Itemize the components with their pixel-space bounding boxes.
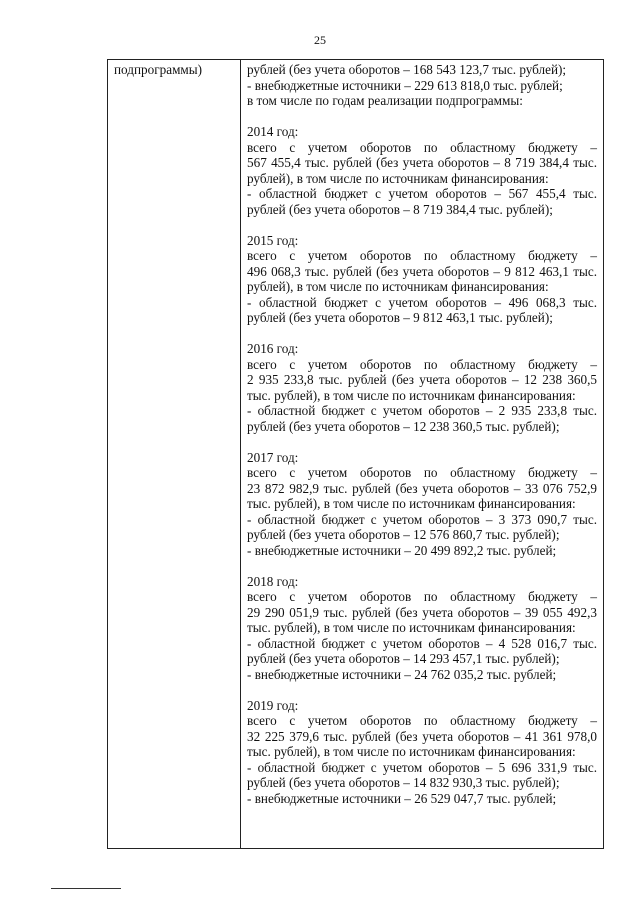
year-text-line: - областной бюджет с учетом оборотов – 5 696 331,9 тыс. <box>247 759 597 775</box>
year-heading: 2018 год: <box>247 573 299 589</box>
left-cell-label: подпрограммы) <box>114 62 203 77</box>
intro-line: - внебюджетные источники – 229 613 818,0 тыс. рублей; <box>247 77 563 93</box>
year-text-line: тыс. рублей), в том числе по источникам финансирования: <box>247 496 576 511</box>
year-text-line: - областной бюджет с учетом оборотов – 4 528 016,7 тыс. <box>247 635 597 651</box>
left-cell <box>108 60 241 849</box>
year-text-line: - областной бюджет с учетом оборотов – 2 935 233,8 тыс. <box>247 403 597 418</box>
year-text-line: всего с учетом оборотов по областному бюджету – <box>247 139 597 155</box>
year-text-line: всего с учетом оборотов по областному бюджету – <box>247 248 597 263</box>
year-text-line: 29 290 051,9 тыс. рублей (без учета оборотов – 39 055 492,3 <box>247 604 597 620</box>
year-block-2016 <box>247 341 597 434</box>
funding-table <box>107 59 604 849</box>
year-heading: 2019 год: <box>247 697 299 713</box>
year-text-line: рублей (без учета оборотов – 14 293 457,1 тыс. рублей); <box>247 651 560 666</box>
year-text-line: тыс. рублей), в том числе по источникам финансирования: <box>247 387 576 403</box>
year-text-line: рублей), в том числе по источникам финансирования: <box>247 279 549 294</box>
footnote-divider <box>51 888 121 889</box>
year-text-line: - внебюджетные источники – 26 529 047,7 тыс. рублей; <box>247 790 557 806</box>
year-text-line: рублей), в том числе по источникам финансирования: <box>247 170 549 186</box>
year-text-line: рублей (без учета оборотов – 14 832 930,3 тыс. рублей); <box>247 775 560 790</box>
year-block-2017 <box>247 450 597 559</box>
year-text-line: 2 935 233,8 тыс. рублей (без учета оборотов – 12 238 360,5 <box>247 372 597 387</box>
year-text-line: рублей (без учета оборотов – 12 576 860,7 тыс. рублей); <box>247 527 560 542</box>
page-number: 25 <box>314 33 326 47</box>
year-text-line: тыс. рублей), в том числе по источникам финансирования: <box>247 744 576 759</box>
table-row <box>108 60 604 849</box>
year-text-line: - областной бюджет с учетом оборотов – 567 455,4 тыс. <box>247 186 597 201</box>
year-text-line: - внебюджетные источники – 24 762 035,2 тыс. рублей; <box>247 666 557 682</box>
year-block-2014 <box>247 124 597 217</box>
year-block-2018 <box>247 574 597 683</box>
year-block-2015 <box>247 233 597 326</box>
year-text-line: - областной бюджет с учетом оборотов – 3 373 090,7 тыс. <box>247 511 597 527</box>
right-cell <box>241 60 604 849</box>
year-heading: 2016 год: <box>247 341 299 356</box>
year-text-line: рублей (без учета оборотов – 8 719 384,4 тыс. рублей); <box>247 201 553 217</box>
year-heading: 2015 год: <box>247 232 299 248</box>
year-text-line: всего с учетом оборотов по областному бюджету – <box>247 356 597 372</box>
year-text-line: рублей (без учета оборотов – 12 238 360,5 тыс. рублей); <box>247 418 560 434</box>
year-text-line: всего с учетом оборотов по областному бюджету – <box>247 713 597 728</box>
year-text-line: 496 068,3 тыс. рублей (без учета оборотов – 9 812 463,1 тыс. <box>247 263 597 279</box>
intro-line: в том числе по годам реализации подпрограммы: <box>247 93 523 108</box>
year-text-line: всего с учетом оборотов по областному бюджету – <box>247 589 597 604</box>
year-text-line: 567 455,4 тыс. рублей (без учета оборотов – 8 719 384,4 тыс. <box>247 155 597 170</box>
year-text-line: всего с учетом оборотов по областному бюджету – <box>247 465 597 480</box>
year-heading: 2014 год: <box>247 124 299 139</box>
year-text-line: 23 872 982,9 тыс. рублей (без учета оборотов – 33 076 752,9 <box>247 480 597 496</box>
intro-line: рублей (без учета оборотов – 168 543 123,7 тыс. рублей); <box>247 62 567 77</box>
year-text-line: - областной бюджет с учетом оборотов – 496 068,3 тыс. <box>247 294 597 310</box>
year-block-2019 <box>247 698 597 807</box>
intro-block <box>247 62 597 109</box>
year-text-line: тыс. рублей), в том числе по источникам финансирования: <box>247 620 576 635</box>
year-text-line: 32 225 379,6 тыс. рублей (без учета оборотов – 41 361 978,0 <box>247 728 597 744</box>
year-text-line: рублей (без учета оборотов – 9 812 463,1 тыс. рублей); <box>247 310 553 325</box>
year-heading: 2017 год: <box>247 449 299 465</box>
year-text-line: - внебюджетные источники – 20 499 892,2 тыс. рублей; <box>247 542 557 558</box>
